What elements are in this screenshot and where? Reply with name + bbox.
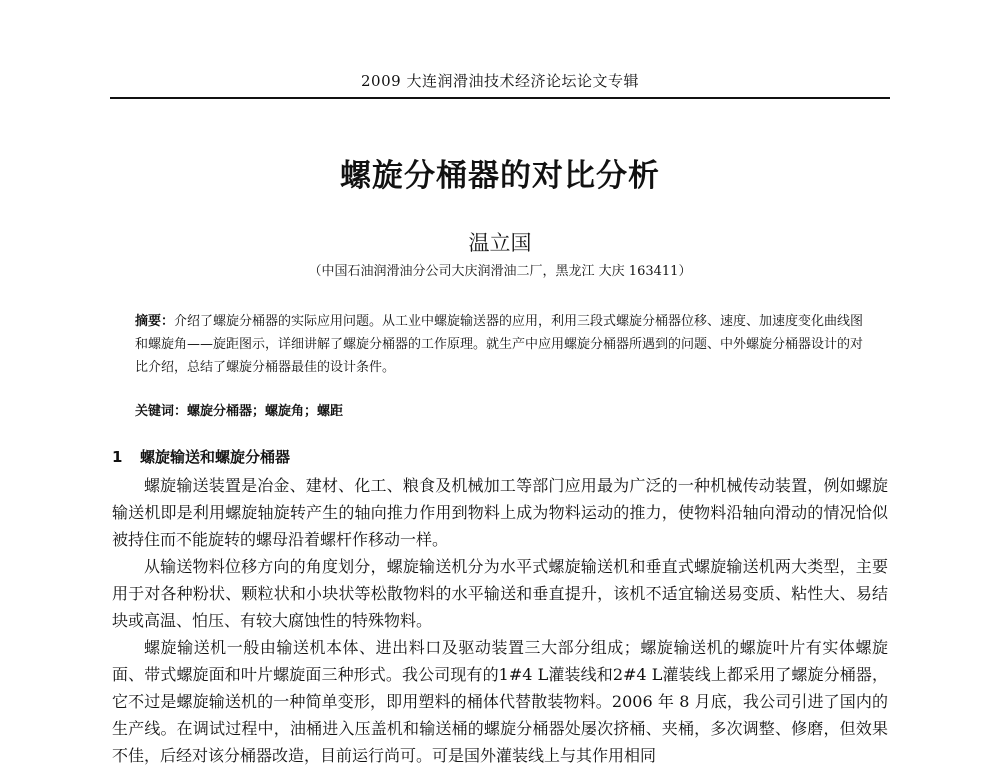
keywords-text: 螺旋分桶器；螺旋角；螺距 bbox=[187, 404, 344, 419]
section-heading bbox=[112, 446, 812, 467]
running-header: 2009 大连润滑油技术经济论坛论文专辑 bbox=[361, 72, 639, 90]
paper-title: 螺旋分桶器的对比分析 bbox=[340, 158, 660, 194]
abstract-text: 介绍了螺旋分桶器的实际应用问题。从工业中螺旋输送器的应用，利用三段式螺旋分桶器位移、速度、加速度变化曲线图和螺旋角——旋距图示，详细讲解了螺旋分桶器的工作原理。就生产中应用螺旋分桶器所遇到的问题、中外螺旋分桶器设计的对比介绍，总结了螺旋分桶器最佳的设计条件。 bbox=[135, 314, 864, 375]
abstract bbox=[135, 310, 875, 379]
keywords-label: 关键词： bbox=[135, 404, 188, 419]
body-paragraph: 螺旋输送机一般由输送机本体、进出料口及驱动装置三大部分组成；螺旋输送机的螺旋叶片有实体螺旋面、带式螺旋面和叶片螺旋面三种形式。我公司现有的1#4 L灌装线和2#4 L灌装线上都采用了螺旋分桶器，它不过是螺旋输送机的一种简单变形，即用塑料的桶体代替散装物料。2006 年 8 月底，我公司引进了国内的生产线。在调试过程中，油桶进入压盖机和输送桶的螺旋分桶器处屡次挤桶、夹桶，多次调整、修磨，但效果不佳，后经对该分桶器改造，目前运行尚可。可是国外灌装线上与其作用相同 bbox=[112, 638, 888, 765]
body-paragraph: 从输送物料位移方向的角度划分，螺旋输送机分为水平式螺旋输送机和垂直式螺旋输送机两大类型，主要用于对各种粉状、颗粒状和小块状等松散物料的水平输送和垂直提升，该机不适宜输送易变质、粘性大、易结块或高温、怕压、有较大腐蚀性的特殊物料。 bbox=[112, 557, 888, 630]
body-paragraph: 螺旋输送装置是冶金、建材、化工、粮食及机械加工等部门应用最为广泛的一种机械传动装置，例如螺旋输送机即是利用螺旋轴旋转产生的轴向推力作用到物料上成为物料运动的推力，使物料沿轴向滑动的情况恰似被持住而不能旋转的螺母沿着螺杆作移动一样。 bbox=[112, 476, 888, 549]
header-rule bbox=[110, 97, 890, 99]
author-affiliation: （中国石油润滑油分公司大庆润滑油二厂，黑龙江 大庆 163411） bbox=[308, 264, 692, 279]
abstract-label: 摘要： bbox=[135, 314, 175, 329]
keywords bbox=[135, 400, 875, 419]
section-number: 1 bbox=[112, 448, 123, 466]
section-body bbox=[112, 472, 888, 769]
section-title: 螺旋输送和螺旋分桶器 bbox=[140, 448, 291, 466]
author-name: 温立国 bbox=[468, 231, 532, 255]
